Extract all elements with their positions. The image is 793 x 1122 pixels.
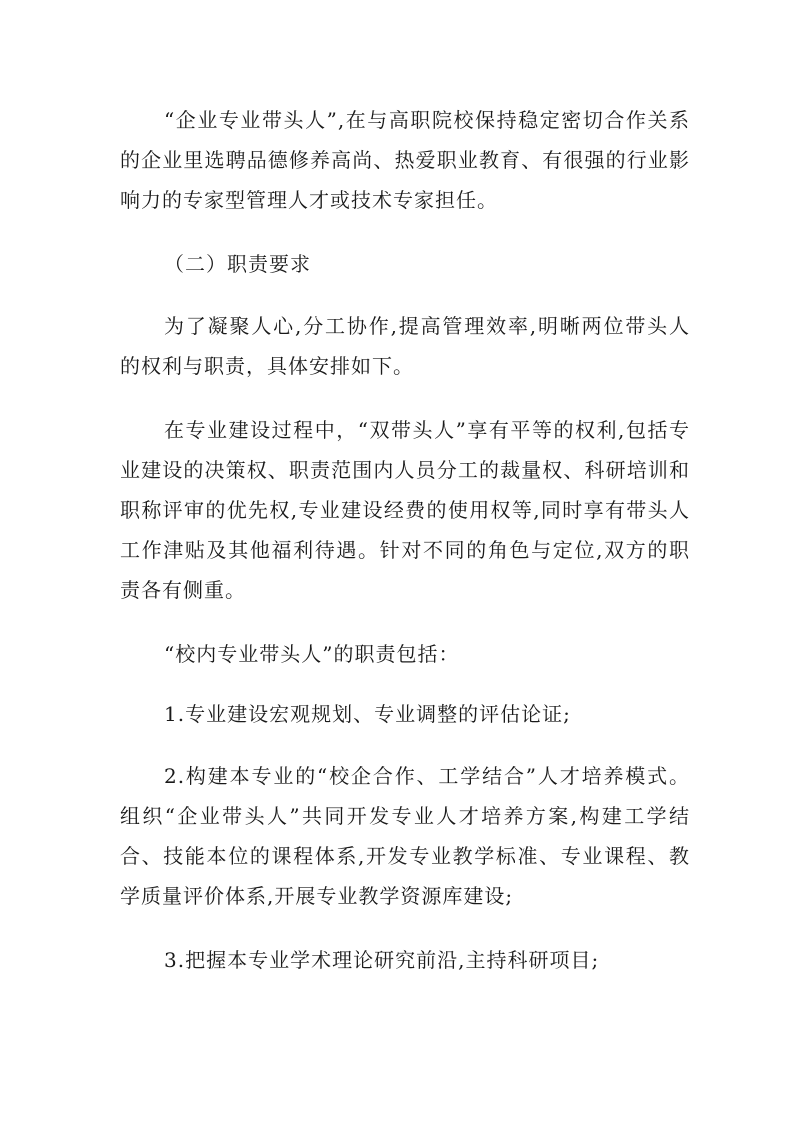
paragraph-enterprise-leader: “企业专业带头人”,在与高职院校保持稳定密切合作关系的企业里选聘品德修养高尚、热爱职业教育、有很强的行业影响力的专家型管理人才或技术专家担任。 xyxy=(120,108,690,212)
section-heading-duties: （二）职责要求 xyxy=(164,252,311,276)
paragraph-intro-duties: 为了凝聚人心,分工协作,提高管理效率,明晰两位带头人的权利与职责，具体安排如下。 xyxy=(120,314,690,378)
list-item-3: 3.把握本专业学术理论研究前沿,主持科研项目; xyxy=(164,948,600,972)
paragraph-school-leader-duties: “校内专业带头人”的职责包括： xyxy=(164,642,460,666)
paragraph-rights: 在专业建设过程中，“双带头人”享有平等的权利,包括专业建设的决策权、职责范围内人员分工的裁量权、科研培训和职称评审的优先权,专业建设经费的使用权等,同时享有带头人工作津贴及其他福利待遇。针对不同的角色与定位,双方的职责各有侧重。 xyxy=(120,418,690,602)
list-item-2: 2.构建本专业的“校企合作、工学结合”人才培养模式。组织“企业带头人”共同开发专业人才培养方案,构建工学结合、技能本位的课程体系,开发专业教学标准、专业课程、教学质量评价体系,开展专业教学资源库建设; xyxy=(120,764,690,908)
list-item-1: 1.专业建设宏观规划、专业调整的评估论证; xyxy=(164,702,571,726)
